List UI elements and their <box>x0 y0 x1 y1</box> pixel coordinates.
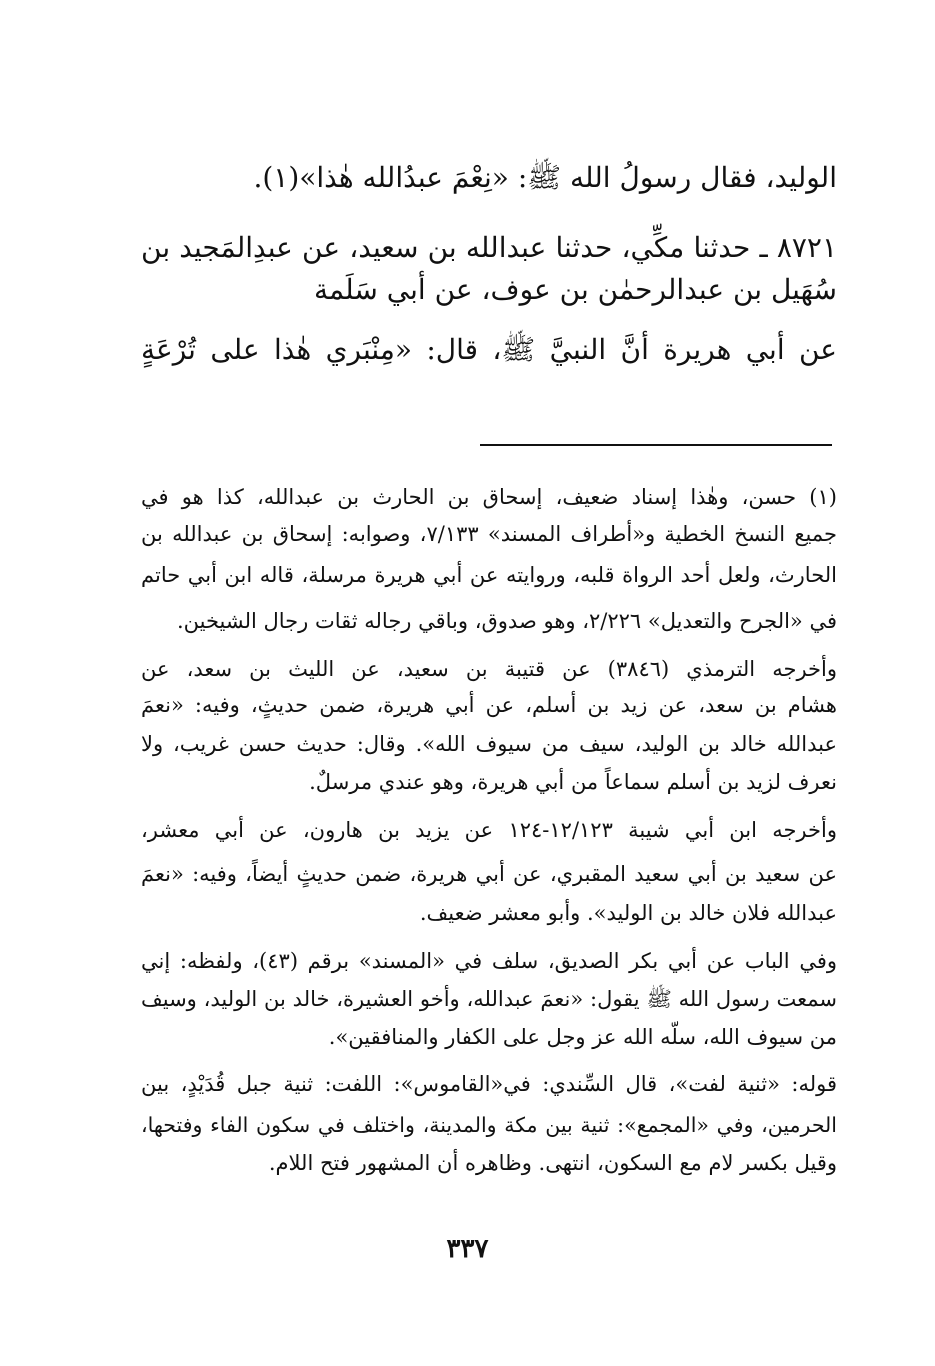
footnote-line-15: قوله: «ثنية لفت»، قال السِّندي: في«القاموس»: اللفت: ثنية جبل قُدَيْدٍ، بين <box>141 1072 837 1096</box>
footnote-line-16: الحرمين، وفي «المجمع»: ثنية بين مكة والمدينة، واختلف في سكون الفاء وفتحها، <box>141 1113 837 1137</box>
main-text-line-2: ٨٧٢١ ـ حدثنا مكِّي، حدثنا عبدالله بن سعيد، عن عبدِالمَجيد بن <box>141 231 837 264</box>
footnote-line-7: عبدالله خالد بن الوليد، سيف من سيوف الله». وقال: حديث حسن غريب، ولا <box>141 732 837 756</box>
main-text-line-1: الوليد، فقال رسولُ الله ﷺ: «نِعْمَ عبدُالله هٰذا»(١). <box>253 161 837 194</box>
footnote-line-5: وأخرجه الترمذي (٣٨٤٦) عن قتيبة بن سعيد، عن الليث بن سعد، عن <box>141 657 837 681</box>
footnote-line-13: سمعت رسول الله ﷺ يقول: «نعمَ عبدالله، وأخو العشيرة، خالد بن الوليد، وسيف <box>141 987 837 1011</box>
main-text-line-4: عن أبي هريرة أنَّ النبيَّ ﷺ، قال: «مِنْبَري هٰذا على تُرْعَةٍ <box>141 333 837 366</box>
footnote-line-14: من سيوف الله، سلّه الله عز وجل على الكفار والمنافقين». <box>328 1025 837 1049</box>
footnote-line-12: وفي الباب عن أبي بكر الصديق، سلف في «المسند» برقم (٤٣)، ولفظه: إني <box>141 949 837 973</box>
main-text-line-3: سُهَيل بن عبدالرحمٰن بن عوف، عن أبي سَلَمة <box>313 273 837 306</box>
footnote-line-11: عبدالله فلان خالد بن الوليد». وأبو معشر ضعيف. <box>419 901 837 925</box>
footnote-line-4: في «الجرح والتعديل» ٢/٢٢٦، وهو صدوق، وباقي رجاله ثقات رجال الشيخين. <box>176 609 837 633</box>
footnote-line-8: نعرف لزيد بن أسلم سماعاً من أبي هريرة، وهو عندي مرسلٌ. <box>309 770 837 794</box>
footnote-line-17: وقيل بكسر لام مع السكون، انتهى. وظاهره أن المشهور فتح اللام. <box>268 1151 837 1175</box>
footnote-separator <box>480 444 832 446</box>
footnote-line-10: عن سعيد بن أبي سعيد المقبري، عن أبي هريرة، ضمن حديثٍ أيضاً، وفيه: «نعمَ <box>141 862 837 886</box>
page-number: ٣٣٧ <box>446 1234 489 1264</box>
footnote-line-2: جميع النسخ الخطية و«أطراف المسند» ٧/١٣٣، وصوابه: إسحاق بن عبدالله بن <box>141 522 837 546</box>
footnote-line-9: وأخرجه ابن أبي شيبة ١٢/١٢٣-١٢٤ عن يزيد بن هارون، عن أبي معشر، <box>141 818 837 842</box>
footnote-line-3: الحارث، ولعل أحد الرواة قلبه، وروايته عن أبي هريرة مرسلة، قاله ابن أبي حاتم <box>141 563 837 587</box>
footnote-line-6: هشام بن سعد، عن زيد بن أسلم، عن أبي هريرة، ضمن حديثٍ، وفيه: «نعمَ <box>141 693 837 717</box>
footnote-line-1: (١) حسن، وهٰذا إسناد ضعيف، إسحاق بن الحارث بن عبدالله، كذا هو في <box>141 485 837 509</box>
